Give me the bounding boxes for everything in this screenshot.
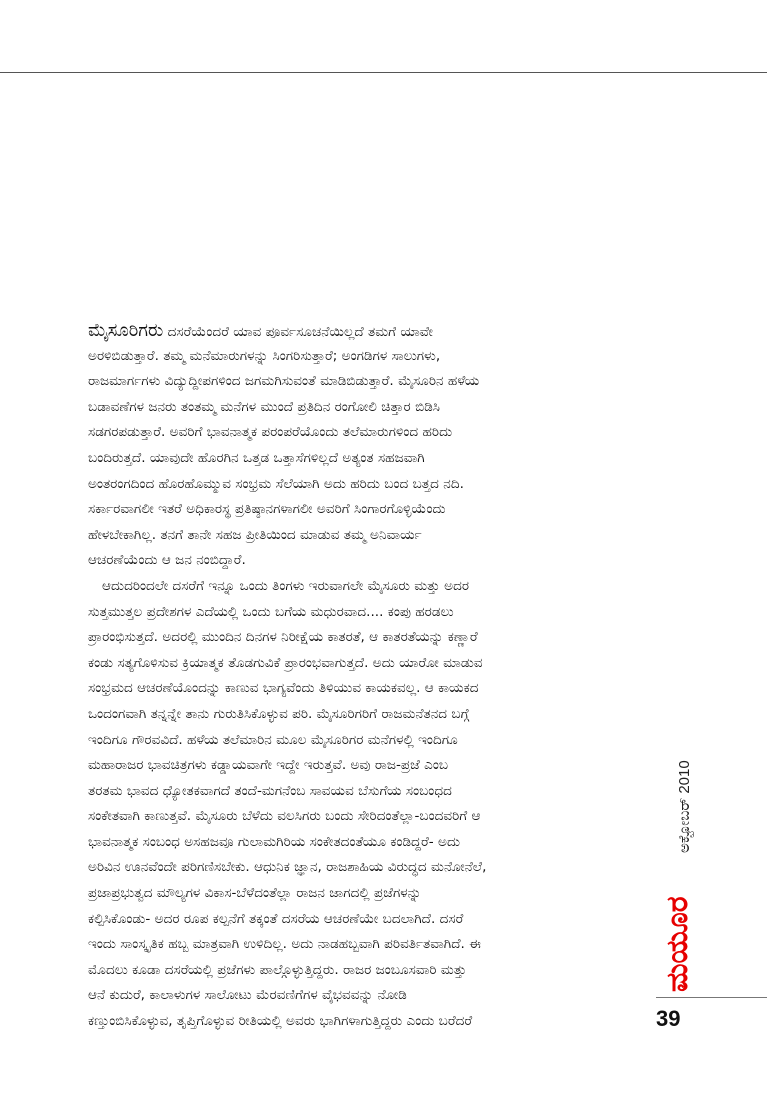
article-line: ಸಂಭ್ರಮದ ಆಚರಣೆಯೊಂದನ್ನು ಕಾಣುವ ಭಾಗ್ಯವೆಂದು ತಿಳಿಯುವ ಕಾಯಕವಲ್ಲ. ಆ ಕಾಯಕದ [88,680,479,697]
article-line: ಆದುದರಿಂದಲೇ ದಸರೆಗೆ ಇನ್ನೂ ಒಂದು ತಿಂಗಳು ಇರುವಾಗಲೇ ಮೈಸೂರು ಮತ್ತು ಅದರ [102,577,470,594]
article-line: ಇಂದಿಗೂ ಗೌರವವಿದೆ. ಹಳೆಯ ತಲೆಮಾರಿನ ಮೂಲ ಮೈಸೂರಿಗರ ಮನೆಗಳಲ್ಲಿ ಇಂದಿಗೂ [88,731,458,748]
article-line: ರಾಜಮಾರ್ಗಗಳು ವಿದ್ಯುದ್ದೀಪಗಳಿಂದ ಜಗಮಗಿಸುವಂತೆ ಮಾಡಿಬಿಡುತ್ತಾರೆ. ಮೈಸೂರಿನ ಹಳೆಯ [88,373,480,390]
article-line: ಮಹಾರಾಜರ ಭಾವಚಿತ್ರಗಳು ಕಡ್ಡಾಯವಾಗೇ ಇದ್ದೇ ಇರುತ್ತವೆ. ಅವು ರಾಜ-ಪ್ರಜೆ ಎಂಬ [88,757,449,774]
article-line: ಕಣ್ತುಂಬಿಸಿಕೊಳ್ಳುವ, ತೃಪ್ತಿಗೊಳ್ಳುವ ರೀತಿಯಲ್ಲಿ ಅವರು ಭಾಗಿಗಳಾಗುತ್ತಿದ್ದರು ಎಂದು ಬರೆದರೆ [88,1013,473,1030]
article-line: ಇಂದು ಸಾಂಸ್ಕೃತಿಕ ಹಬ್ಬ ಮಾತ್ರವಾಗಿ ಉಳಿದಿಲ್ಲ. ಅದು ನಾಡಹಬ್ಬವಾಗಿ ಪರಿವರ್ತಿತವಾಗಿದೆ. ಈ [88,936,481,953]
page-number-rule [656,997,767,998]
article-line [88,318,648,344]
article-line: ಸಂಕೇತವಾಗಿ ಕಾಣುತ್ತವೆ. ಮೈಸೂರು ಬೆಳೆದು ವಲಸಿಗರು ಬಂದು ಸೇರಿದಂತೆಲ್ಲಾ-ಬಂದವರಿಗೆ ಆ [88,808,481,825]
article-line: ಭಾವನಾತ್ಮಕ ಸಂಬಂಧ ಅಸಹಜವೂ ಗುಲಾಮಗಿರಿಯ ಸಂಕೇತದಂತೆಯೂ ಕಂಡಿದ್ದರೆ- ಅದು [88,833,461,850]
article-line: ಒಂದಂಗವಾಗಿ ತನ್ನನ್ನೇ ತಾನು ಗುರುತಿಸಿಕೊಳ್ಳುವ ಪರಿ. ಮೈಸೂರಿಗರಿಗೆ ರಾಜಮನೆತನದ ಬಗ್ಗೆ [88,705,470,722]
issue-date: ಅಕ್ಟೋಬರ್ 2010 [676,760,693,853]
header-rule [0,72,767,73]
page-sidebar [656,740,767,1093]
magazine-logo: ಮಯೂರ [660,896,695,992]
article-line: ಸರ್ಕಾರವಾಗಲೀ ಇತರೆ ಅಧಿಕಾರಸ್ಥ ಪ್ರತಿಷ್ಠಾನಗಳಾಗಲೀ ಅವರಿಗೆ ಸಿಂಗಾರಗೊಳ್ಳಿಯೆಂದು [88,501,446,518]
article-line: ಬಂದಿರುತ್ತದೆ. ಯಾವುದೇ ಹೊರಗಿನ ಒತ್ತಡ ಒತ್ತಾಸೆಗಳಿಲ್ಲದೆ ಅತ್ಯಂತ ಸಹಜವಾಗಿ [88,449,425,466]
article-line: ಸಡಗರಪಡುತ್ತಾರೆ. ಅವರಿಗೆ ಭಾವನಾತ್ಮಕ ಪರಂಪರೆಯೊಂದು ತಲೆಮಾರುಗಳಿಂದ ಹರಿದು [88,424,453,441]
article-line: ಬಡಾವಣೆಗಳ ಜನರು ತಂತಮ್ಮ ಮನೆಗಳ ಮುಂದೆ ಪ್ರತಿದಿನ ರಂಗೋಲಿ ಚಿತ್ತಾರ ಬಿಡಿಸಿ [88,398,440,415]
article-line: ಅರಿವಿನ ಊನವೆಂದೇ ಪರಿಗಣಿಸಬೇಕು. ಆಧುನಿಕ ಜ್ಞಾನ, ರಾಜಶಾಹಿಯ ವಿರುದ್ಧದ ಮನೋನೆಲೆ, [88,859,487,876]
lead-line-text: ದಸರೆಯೆಂದರೆ ಯಾವ ಪೂರ್ವಸೂಚನೆಯಿಲ್ಲದೆ ತಮಗೆ ಯಾವೇ [163,324,433,340]
article-line: ಪ್ರಾರಂಭಿಸುತ್ತದೆ. ಅದರಲ್ಲಿ ಮುಂದಿನ ದಿನಗಳ ನಿರೀಕ್ಷೆಯ ಕಾತರತೆ, ಆ ಕಾತರತೆಯನ್ನು ಕಣ್ಣಾರೆ [88,629,478,646]
article-line: ಆಚರಣೆಯೆಂದು ಆ ಜನ ನಂಬಿದ್ದಾರೆ. [88,552,246,569]
article-line: ಕಲ್ಪಿಸಿಕೊಂಡು- ಅದರ ರೂಪ ಕಲ್ಪನೆಗೆ ತಕ್ಕಂತೆ ದಸರೆಯ ಆಚರಣೆಯೇ ಬದಲಾಗಿದೆ. ದಸರೆ [88,910,464,927]
article-line: ಆನೆ ಕುದುರೆ, ಕಾಲಾಳುಗಳ ಸಾಲೋಟು ಮೆರವಣಿಗೆಗಳ ವೈಭವವನ್ನು ನೋಡಿ [88,987,407,1004]
page-number: 39 [656,1006,681,1031]
article-body [88,318,648,1035]
lead-word: ಮೈಸೂರಿಗರು [88,320,164,341]
article-line: ಪ್ರಜಾಪ್ರಭುತ್ವದ ಮೌಲ್ಯಗಳ ವಿಕಾಸ-ಬೆಳೆದಂತೆಲ್ಲಾ ರಾಜನ ಜಾಗದಲ್ಲಿ ಪ್ರಜೆಗಳನ್ನು [88,885,422,902]
article-line: ಹೇಳಬೇಕಾಗಿಲ್ಲ. ತನಗೆ ತಾನೇ ಸಹಜ ಪ್ರೀತಿಯಿಂದ ಮಾಡುವ ತಮ್ಮ ಅನಿವಾರ್ಯ [88,526,422,543]
article-line: ಅರಳಿಬಿಡುತ್ತಾರೆ. ತಮ್ಮ ಮನೆಮಾರುಗಳನ್ನು ಸಿಂಗರಿಸುತ್ತಾರೆ; ಅಂಗಡಿಗಳ ಸಾಲುಗಳು, [88,347,441,364]
article-line: ತರತಮ ಭಾವದ ಧ್ಯೋತಕವಾಗದೆ ತಂದೆ-ಮಗನೆಂಬ ಸಾವಯವ ಬೆಸುಗೆಯ ಸಂಬಂಧದ [88,782,452,799]
article-line: ಕಂಡು ಸತ್ಯಗೊಳಿಸುವ ಕ್ರಿಯಾತ್ಮಕ ತೊಡಗುವಿಕೆ ಪ್ರಾರಂಭವಾಗುತ್ತದೆ. ಅದು ಯಾರೋ ಮಾಡುವ [88,654,483,671]
article-line: ಅಂತರಂಗದಿಂದ ಹೊರಹೊಮ್ಮುವ ಸಂಭ್ರಮ ಸೆಲೆಯಾಗಿ ಅದು ಹರಿದು ಬಂದ ಬತ್ತದ ನದಿ. [88,475,464,492]
article-line: ಮೊದಲು ಕೂಡಾ ದಸರೆಯಲ್ಲಿ ಪ್ರಜೆಗಳು ಪಾಲ್ಗೊಳ್ಳುತ್ತಿದ್ದರು. ರಾಜರ ಜಂಬೂಸವಾರಿ ಮತ್ತು [88,961,467,978]
article-line: ಸುತ್ತಮುತ್ತಲ ಪ್ರದೇಶಗಳ ಎದೆಯಲ್ಲಿ ಒಂದು ಬಗೆಯ ಮಧುರವಾದ.... ಕಂಪು ಹರಡಲು [88,603,454,620]
